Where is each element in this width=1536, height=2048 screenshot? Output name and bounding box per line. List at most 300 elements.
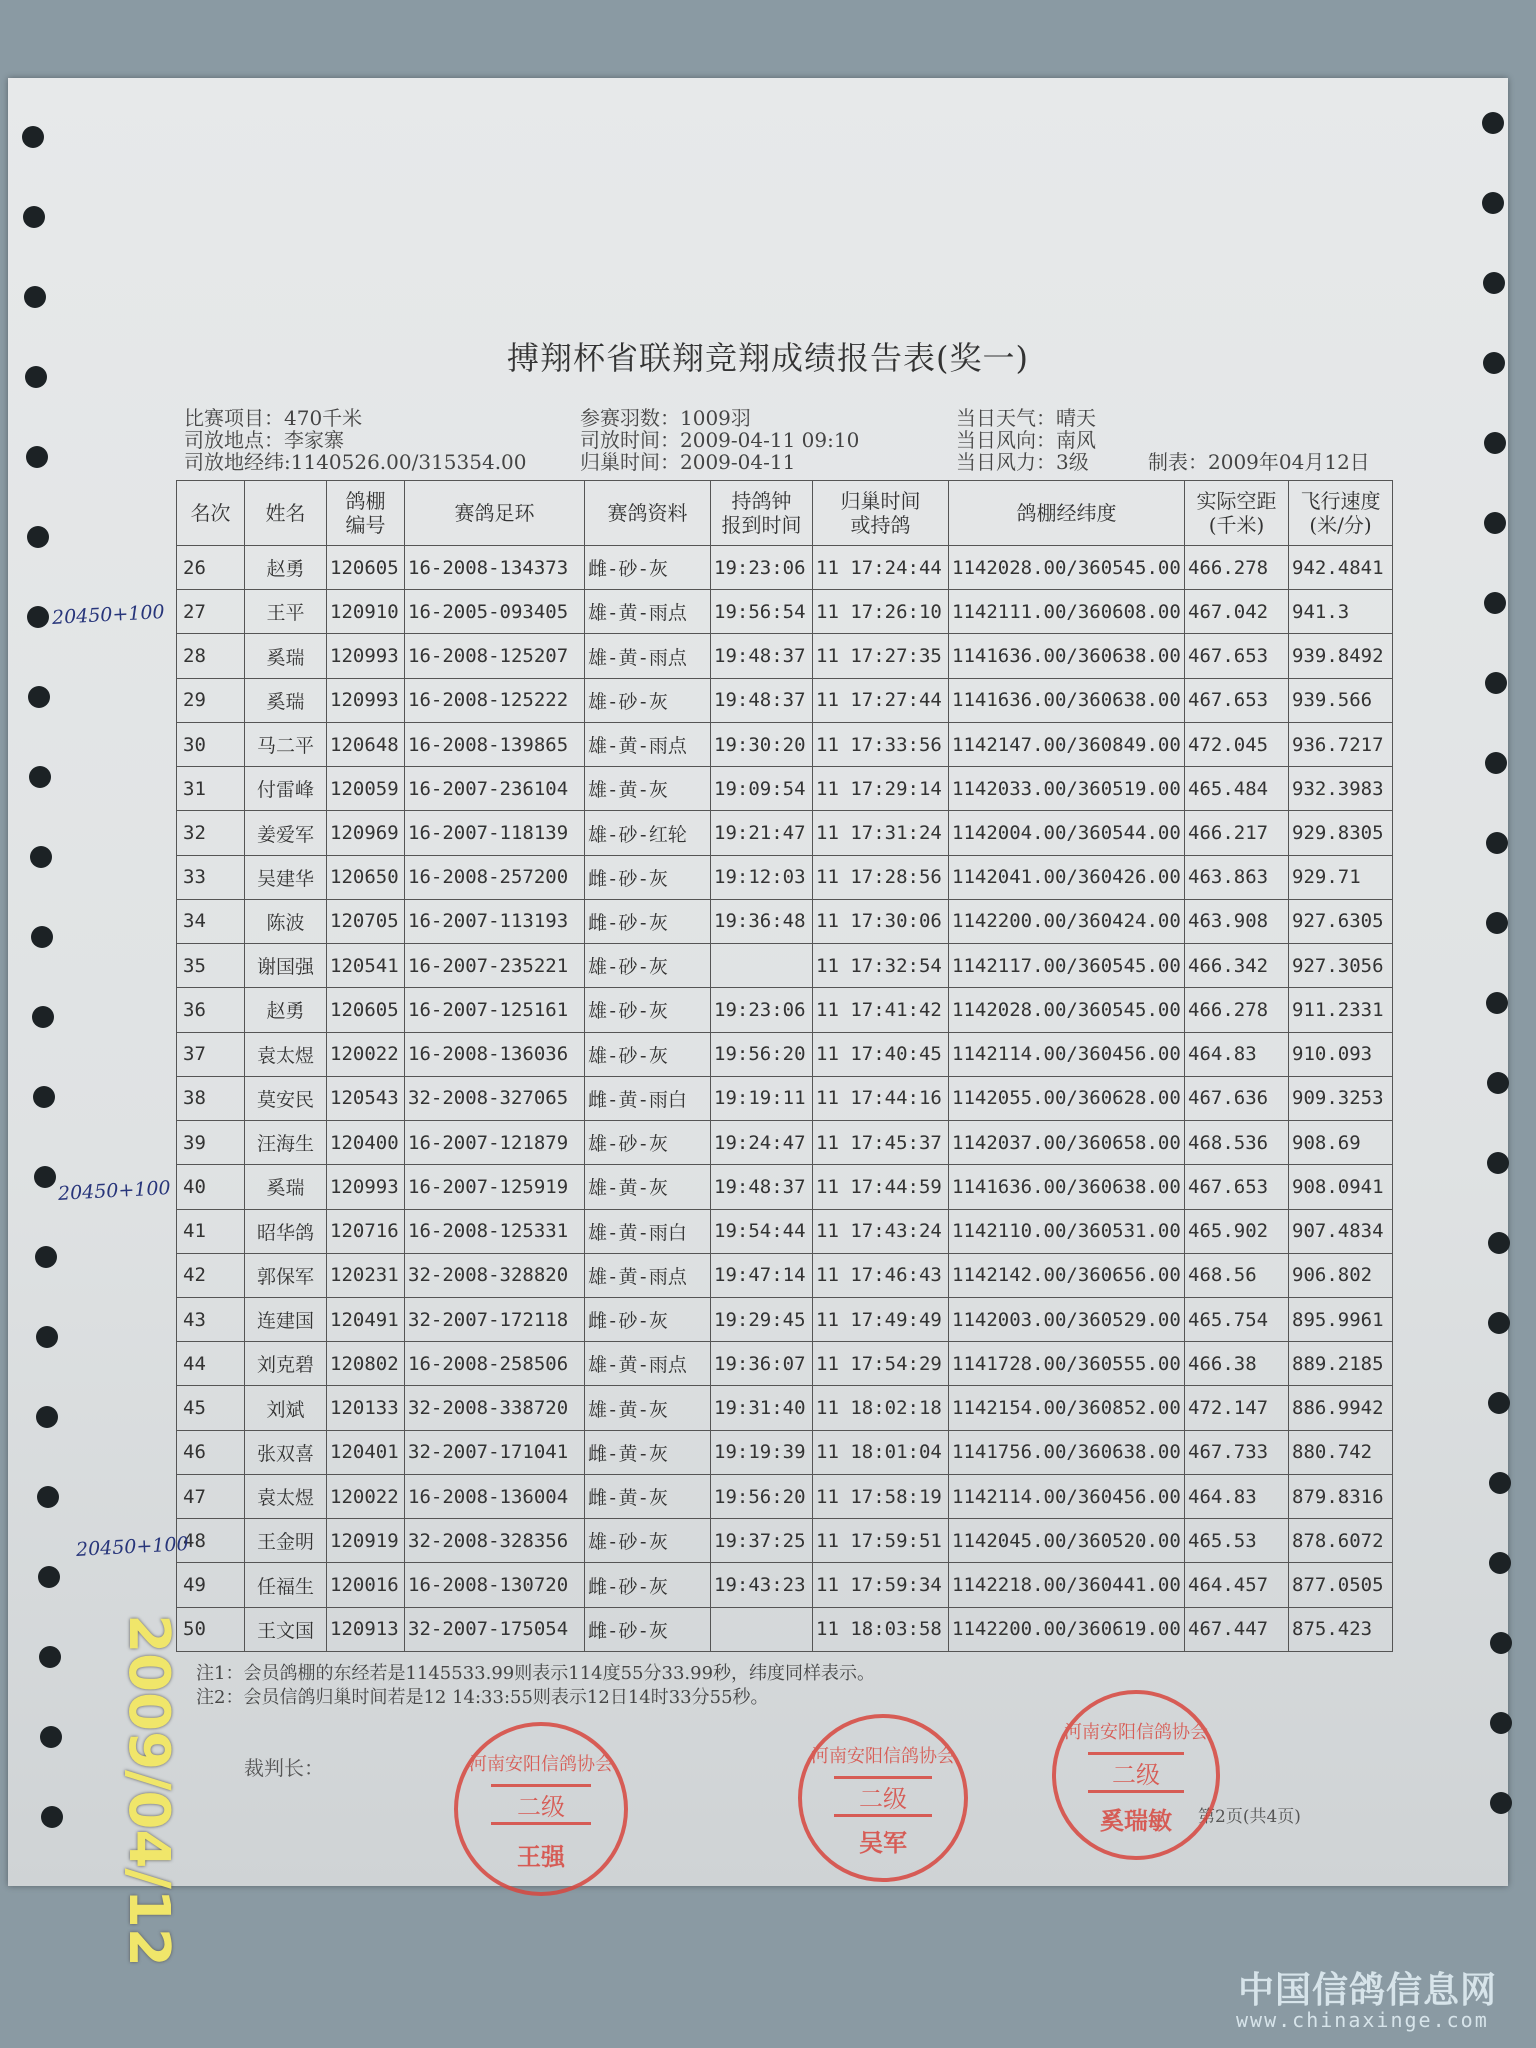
perforation-hole (1482, 112, 1504, 134)
cell-clock-time: 19:23:06 (711, 546, 813, 590)
cell-distance: 466.278 (1185, 988, 1289, 1032)
cell-name: 谢国强 (245, 944, 327, 988)
cell-name: 奚瑞 (245, 1165, 327, 1209)
perforation-hole (1486, 832, 1508, 854)
cell-clock-time: 19:54:44 (711, 1209, 813, 1253)
report-title: 搏翔杯省联翔竞翔成绩报告表(奖一) (507, 339, 1029, 377)
cell-clock-time: 19:24:47 (711, 1121, 813, 1165)
cell-loft-id: 120133 (327, 1386, 405, 1430)
table-row (177, 590, 1393, 634)
table-row (177, 1297, 1393, 1341)
cell-coords: 1142028.00/360545.00 (949, 988, 1185, 1032)
cell-ring: 32-2008-328356 (405, 1519, 585, 1563)
watermark-url: www.chinaxinge.com (1236, 2008, 1489, 2032)
cell-coords: 1142111.00/360608.00 (949, 590, 1185, 634)
perforation-hole (40, 1726, 62, 1748)
perforation-hole (1484, 512, 1506, 534)
cell-name: 莫安民 (245, 1076, 327, 1120)
cell-loft-id: 120716 (327, 1209, 405, 1253)
cell-speed: 878.6072 (1289, 1519, 1393, 1563)
cell-coords: 1142142.00/360656.00 (949, 1253, 1185, 1297)
cell-name: 刘斌 (245, 1386, 327, 1430)
table-row (177, 767, 1393, 811)
cell-coords: 1142200.00/360424.00 (949, 899, 1185, 943)
perforation-hole (1490, 1712, 1512, 1734)
note-2: 注2：会员信鸽归巢时间若是12 14:33:55则表示12日14时33分55秒。 (196, 1687, 769, 1708)
table-row (177, 1076, 1393, 1120)
cell-rank: 27 (177, 590, 245, 634)
cell-clock-time: 19:37:25 (711, 1519, 813, 1563)
cell-speed: 907.4834 (1289, 1209, 1393, 1253)
meta-wind-direction: 当日风向：南风 (956, 428, 1096, 452)
cell-ring: 32-2008-327065 (405, 1076, 585, 1120)
cell-clock-time: 19:19:11 (711, 1076, 813, 1120)
cell-rank: 30 (177, 722, 245, 766)
cell-distance: 467.447 (1185, 1607, 1289, 1651)
cell-name: 马二平 (245, 722, 327, 766)
cell-name: 昭华鸽 (245, 1209, 327, 1253)
cell-clock-time: 19:56:20 (711, 1032, 813, 1076)
red-seal-1 (454, 1722, 628, 1896)
cell-pigeon-info: 雄-黄-灰 (585, 1386, 711, 1430)
cell-name: 袁太煜 (245, 1032, 327, 1076)
perforation-hole (41, 1806, 63, 1828)
cell-distance: 466.342 (1185, 944, 1289, 988)
cell-return-time: 11 17:58:19 (813, 1474, 949, 1518)
cell-ring: 32-2007-172118 (405, 1297, 585, 1341)
cell-loft-id: 120993 (327, 678, 405, 722)
cell-distance: 466.278 (1185, 546, 1289, 590)
cell-name: 袁太煜 (245, 1474, 327, 1518)
cell-loft-id: 120059 (327, 767, 405, 811)
cell-rank: 47 (177, 1474, 245, 1518)
cell-ring: 16-2008-134373 (405, 546, 585, 590)
cell-loft-id: 120605 (327, 546, 405, 590)
cell-return-time: 11 17:59:34 (813, 1563, 949, 1607)
cell-return-time: 11 17:45:37 (813, 1121, 949, 1165)
perforation-hole (26, 446, 48, 468)
cell-clock-time: 19:31:40 (711, 1386, 813, 1430)
cell-speed: 886.9942 (1289, 1386, 1393, 1430)
cell-speed: 929.8305 (1289, 811, 1393, 855)
cell-loft-id: 120541 (327, 944, 405, 988)
cell-pigeon-info: 雄-黄-雨点 (585, 634, 711, 678)
note-1: 注1：会员鸽棚的东经若是1145533.99则表示114度55分33.99秒，纬度同样表示。 (196, 1663, 876, 1684)
cell-speed: 895.9961 (1289, 1297, 1393, 1341)
seal-1-name: 王强 (517, 1842, 565, 1871)
seal-3-level: 二级 (1088, 1752, 1184, 1793)
cell-loft-id: 120605 (327, 988, 405, 1032)
cell-distance: 468.56 (1185, 1253, 1289, 1297)
cell-return-time: 11 17:40:45 (813, 1032, 949, 1076)
table-row (177, 988, 1393, 1032)
perforation-hole (39, 1646, 61, 1668)
cell-speed: 941.3 (1289, 590, 1393, 634)
judge-label: 裁判长： (244, 1756, 324, 1780)
perforation-hole (30, 846, 52, 868)
cell-return-time: 11 17:27:35 (813, 634, 949, 678)
cell-name: 汪海生 (245, 1121, 327, 1165)
cell-pigeon-info: 雄-砂-灰 (585, 1519, 711, 1563)
cell-coords: 1141636.00/360638.00 (949, 1165, 1185, 1209)
cell-loft-id: 120913 (327, 1607, 405, 1651)
table-row (177, 1165, 1393, 1209)
cell-speed: 942.4841 (1289, 546, 1393, 590)
cell-speed: 929.71 (1289, 855, 1393, 899)
cell-pigeon-info: 雌-砂-灰 (585, 899, 711, 943)
cell-coords: 1142200.00/360619.00 (949, 1607, 1185, 1651)
cell-return-time: 11 17:30:06 (813, 899, 949, 943)
cell-clock-time: 19:36:07 (711, 1342, 813, 1386)
cell-distance: 463.908 (1185, 899, 1289, 943)
cell-rank: 26 (177, 546, 245, 590)
perforation-hole (1490, 1792, 1512, 1814)
cell-return-time: 11 17:32:54 (813, 944, 949, 988)
cell-ring: 16-2008-125331 (405, 1209, 585, 1253)
col-header-name: 姓名 (245, 481, 327, 546)
cell-ring: 16-2007-236104 (405, 767, 585, 811)
meta-wind-force: 当日风力：3级 (956, 450, 1089, 474)
meta-event: 比赛项目：470千米 (184, 406, 363, 430)
cell-name: 任福生 (245, 1563, 327, 1607)
cell-name: 张双喜 (245, 1430, 327, 1474)
cell-coords: 1142147.00/360849.00 (949, 722, 1185, 766)
cell-ring: 16-2007-125161 (405, 988, 585, 1032)
cell-name: 奚瑞 (245, 678, 327, 722)
cell-ring: 16-2007-113193 (405, 899, 585, 943)
cell-distance: 464.457 (1185, 1563, 1289, 1607)
cell-coords: 1142114.00/360456.00 (949, 1032, 1185, 1076)
cell-clock-time: 19:56:20 (711, 1474, 813, 1518)
cell-name: 赵勇 (245, 988, 327, 1032)
cell-coords: 1142028.00/360545.00 (949, 546, 1185, 590)
cell-return-time: 11 17:49:49 (813, 1297, 949, 1341)
cell-ring: 16-2007-118139 (405, 811, 585, 855)
meta-release-coords: 司放地经纬:1140526.00/315354.00 (184, 450, 527, 474)
col-header-loft-id: 鸽棚 编号 (327, 481, 405, 546)
cell-return-time: 11 17:44:59 (813, 1165, 949, 1209)
meta-made-date: 制表：2009年04月12日 (1148, 450, 1370, 474)
cell-speed: 875.423 (1289, 1607, 1393, 1651)
handwritten-note-2: 20450+100 (57, 1177, 172, 1205)
cell-rank: 49 (177, 1563, 245, 1607)
perforation-hole (1485, 672, 1507, 694)
cell-distance: 464.83 (1185, 1474, 1289, 1518)
red-seal-2 (798, 1714, 968, 1882)
col-header-speed: 飞行速度 (米/分) (1289, 481, 1393, 546)
cell-speed: 906.802 (1289, 1253, 1393, 1297)
cell-distance: 472.147 (1185, 1386, 1289, 1430)
cell-rank: 41 (177, 1209, 245, 1253)
cell-distance: 464.83 (1185, 1032, 1289, 1076)
cell-distance: 467.636 (1185, 1076, 1289, 1120)
cell-name: 刘克碧 (245, 1342, 327, 1386)
cell-clock-time: 19:56:54 (711, 590, 813, 634)
cell-speed: 889.2185 (1289, 1342, 1393, 1386)
cell-rank: 45 (177, 1386, 245, 1430)
col-header-coords: 鸽棚经纬度 (949, 481, 1185, 546)
table-row (177, 1121, 1393, 1165)
perforation-hole (1490, 1632, 1512, 1654)
cell-return-time: 11 17:44:16 (813, 1076, 949, 1120)
cell-name: 连建国 (245, 1297, 327, 1341)
cell-pigeon-info: 雄-砂-灰 (585, 944, 711, 988)
cell-clock-time: 19:09:54 (711, 767, 813, 811)
notes (196, 1662, 875, 1710)
cell-pigeon-info: 雄-砂-灰 (585, 1121, 711, 1165)
cell-return-time: 11 17:28:56 (813, 855, 949, 899)
cell-speed: 910.093 (1289, 1032, 1393, 1076)
cell-coords: 1142110.00/360531.00 (949, 1209, 1185, 1253)
cell-ring: 16-2008-258506 (405, 1342, 585, 1386)
seal-3-org: 河南安阳信鸽协会 (1064, 1722, 1208, 1743)
cell-loft-id: 120016 (327, 1563, 405, 1607)
table-row (177, 678, 1393, 722)
cell-distance: 463.863 (1185, 855, 1289, 899)
cell-loft-id: 120648 (327, 722, 405, 766)
table-row (177, 811, 1393, 855)
cell-distance: 468.536 (1185, 1121, 1289, 1165)
cell-return-time: 11 18:01:04 (813, 1430, 949, 1474)
cell-loft-id: 120650 (327, 855, 405, 899)
cell-clock-time: 19:21:47 (711, 811, 813, 855)
cell-clock-time: 19:36:48 (711, 899, 813, 943)
cell-distance: 466.217 (1185, 811, 1289, 855)
cell-loft-id: 120910 (327, 590, 405, 634)
table-row (177, 899, 1393, 943)
cell-clock-time: 19:19:39 (711, 1430, 813, 1474)
meta-entries: 参赛羽数：1009羽 (580, 406, 751, 430)
perforation-hole (1484, 432, 1506, 454)
watermark-site-name: 中国信鸽信息网 (1238, 1970, 1498, 2011)
cell-speed: 939.8492 (1289, 634, 1393, 678)
cell-name: 王文国 (245, 1607, 327, 1651)
cell-pigeon-info: 雄-黄-灰 (585, 1165, 711, 1209)
perforation-hole (34, 1166, 56, 1188)
cell-loft-id: 120491 (327, 1297, 405, 1341)
table-row (177, 1607, 1393, 1651)
cell-pigeon-info: 雌-黄-灰 (585, 1474, 711, 1518)
cell-rank: 42 (177, 1253, 245, 1297)
col-header-rank: 名次 (177, 481, 245, 546)
cell-return-time: 11 17:59:51 (813, 1519, 949, 1563)
cell-pigeon-info: 雄-砂-灰 (585, 678, 711, 722)
cell-pigeon-info: 雄-砂-灰 (585, 988, 711, 1032)
cell-ring: 16-2007-235221 (405, 944, 585, 988)
seal-2-level: 二级 (834, 1776, 931, 1817)
col-header-pigeon-info: 赛鸽资料 (585, 481, 711, 546)
cell-loft-id: 120969 (327, 811, 405, 855)
cell-speed: 911.2331 (1289, 988, 1393, 1032)
cell-pigeon-info: 雌-砂-灰 (585, 546, 711, 590)
cell-pigeon-info: 雌-砂-灰 (585, 855, 711, 899)
table-row (177, 722, 1393, 766)
perforation-hole (1483, 272, 1505, 294)
perforation-hole (32, 1006, 54, 1028)
cell-coords: 1141636.00/360638.00 (949, 678, 1185, 722)
cell-coords: 1142218.00/360441.00 (949, 1563, 1185, 1607)
cell-pigeon-info: 雌-砂-灰 (585, 1563, 711, 1607)
cell-coords: 1142041.00/360426.00 (949, 855, 1185, 899)
perforation-hole (1488, 1312, 1510, 1334)
cell-ring: 16-2007-125919 (405, 1165, 585, 1209)
cell-speed: 908.0941 (1289, 1165, 1393, 1209)
col-header-return-time: 归巢时间 或持鸽 (813, 481, 949, 546)
perforation-hole (27, 526, 49, 548)
cell-ring: 16-2008-136004 (405, 1474, 585, 1518)
cell-coords: 1142037.00/360658.00 (949, 1121, 1185, 1165)
cell-name: 王金明 (245, 1519, 327, 1563)
camera-date-stamp (115, 1613, 181, 1967)
cell-loft-id: 120543 (327, 1076, 405, 1120)
cell-ring: 16-2008-130720 (405, 1563, 585, 1607)
cell-name: 付雷峰 (245, 767, 327, 811)
cell-rank: 29 (177, 678, 245, 722)
cell-rank: 33 (177, 855, 245, 899)
camera-date-text: 2009/04/12 (115, 1613, 181, 1967)
cell-loft-id: 120705 (327, 899, 405, 943)
cell-rank: 28 (177, 634, 245, 678)
cell-clock-time: 19:23:06 (711, 988, 813, 1032)
cell-rank: 36 (177, 988, 245, 1032)
perforation-hole (36, 1326, 58, 1348)
cell-coords: 1142045.00/360520.00 (949, 1519, 1185, 1563)
cell-rank: 39 (177, 1121, 245, 1165)
cell-pigeon-info: 雌-黄-灰 (585, 1430, 711, 1474)
cell-speed: 908.69 (1289, 1121, 1393, 1165)
cell-distance: 467.042 (1185, 590, 1289, 634)
table-row (177, 546, 1393, 590)
page-number: 第2页(共4页) (1198, 1807, 1301, 1827)
table-row (177, 1519, 1393, 1563)
table-row (177, 1430, 1393, 1474)
meta-return-time: 归巢时间：2009-04-11 (580, 450, 796, 474)
cell-pigeon-info: 雄-黄-雨点 (585, 722, 711, 766)
table-row (177, 1474, 1393, 1518)
cell-ring: 16-2005-093405 (405, 590, 585, 634)
cell-distance: 466.38 (1185, 1342, 1289, 1386)
perforation-hole (1486, 912, 1508, 934)
table-row (177, 1209, 1393, 1253)
cell-rank: 44 (177, 1342, 245, 1386)
cell-rank: 34 (177, 899, 245, 943)
perforation-hole (22, 126, 44, 148)
table-row (177, 1386, 1393, 1430)
cell-distance: 472.045 (1185, 722, 1289, 766)
cell-clock-time: 19:48:37 (711, 634, 813, 678)
cell-distance: 465.484 (1185, 767, 1289, 811)
cell-rank: 50 (177, 1607, 245, 1651)
cell-speed: 927.3056 (1289, 944, 1393, 988)
cell-return-time: 11 17:41:42 (813, 988, 949, 1032)
meta-weather: 当日天气：晴天 (956, 406, 1096, 430)
cell-ring: 16-2008-257200 (405, 855, 585, 899)
cell-pigeon-info: 雄-砂-红轮 (585, 811, 711, 855)
cell-return-time: 11 17:33:56 (813, 722, 949, 766)
cell-speed: 909.3253 (1289, 1076, 1393, 1120)
table-header-row (177, 481, 1393, 546)
table-row (177, 1342, 1393, 1386)
cell-rank: 40 (177, 1165, 245, 1209)
cell-distance: 467.733 (1185, 1430, 1289, 1474)
cell-name: 赵勇 (245, 546, 327, 590)
cell-clock-time: 19:47:14 (711, 1253, 813, 1297)
perforation-hole (31, 926, 53, 948)
cell-loft-id: 120993 (327, 634, 405, 678)
cell-return-time: 11 17:43:24 (813, 1209, 949, 1253)
cell-pigeon-info: 雄-黄-灰 (585, 767, 711, 811)
perforation-hole (1489, 1472, 1511, 1494)
perforation-hole (35, 1246, 57, 1268)
cell-rank: 35 (177, 944, 245, 988)
table-row (177, 634, 1393, 678)
cell-loft-id: 120022 (327, 1474, 405, 1518)
cell-ring: 32-2008-328820 (405, 1253, 585, 1297)
cell-clock-time: 19:29:45 (711, 1297, 813, 1341)
cell-pigeon-info: 雄-黄-雨点 (585, 590, 711, 634)
handwritten-note-3: 20450+100 (75, 1533, 190, 1561)
col-header-distance: 实际空距 (千米) (1185, 481, 1289, 546)
cell-return-time: 11 17:29:14 (813, 767, 949, 811)
cell-speed: 932.3983 (1289, 767, 1393, 811)
cell-coords: 1142033.00/360519.00 (949, 767, 1185, 811)
cell-ring: 16-2008-139865 (405, 722, 585, 766)
cell-name: 吴建华 (245, 855, 327, 899)
cell-distance: 467.653 (1185, 1165, 1289, 1209)
seal-2-org: 河南安阳信鸽协会 (811, 1746, 955, 1767)
cell-pigeon-info: 雄-黄-雨点 (585, 1253, 711, 1297)
results-table (176, 480, 1393, 1652)
cell-pigeon-info: 雌-砂-灰 (585, 1607, 711, 1651)
cell-coords: 1142055.00/360628.00 (949, 1076, 1185, 1120)
cell-rank: 37 (177, 1032, 245, 1076)
cell-return-time: 11 17:54:29 (813, 1342, 949, 1386)
cell-loft-id: 120919 (327, 1519, 405, 1563)
cell-clock-time (711, 944, 813, 988)
cell-pigeon-info: 雄-黄-雨白 (585, 1209, 711, 1253)
cell-coords: 1142154.00/360852.00 (949, 1386, 1185, 1430)
cell-clock-time: 19:12:03 (711, 855, 813, 899)
seal-1-level: 二级 (491, 1784, 591, 1825)
cell-speed: 936.7217 (1289, 722, 1393, 766)
cell-coords: 1141728.00/360555.00 (949, 1342, 1185, 1386)
cell-rank: 43 (177, 1297, 245, 1341)
cell-clock-time: 19:30:20 (711, 722, 813, 766)
col-header-ring: 赛鸽足环 (405, 481, 585, 546)
cell-distance: 465.754 (1185, 1297, 1289, 1341)
col-header-clock-time: 持鸽钟 报到时间 (711, 481, 813, 546)
seal-3-name: 奚瑞敏 (1100, 1806, 1172, 1835)
cell-loft-id: 120400 (327, 1121, 405, 1165)
cell-coords: 1141636.00/360638.00 (949, 634, 1185, 678)
cell-pigeon-info: 雌-砂-灰 (585, 1297, 711, 1341)
cell-return-time: 11 17:24:44 (813, 546, 949, 590)
cell-return-time: 11 17:46:43 (813, 1253, 949, 1297)
cell-coords: 1142003.00/360529.00 (949, 1297, 1185, 1341)
cell-return-time: 11 17:31:24 (813, 811, 949, 855)
cell-ring: 16-2007-121879 (405, 1121, 585, 1165)
cell-ring: 32-2007-171041 (405, 1430, 585, 1474)
cell-pigeon-info: 雄-黄-雨点 (585, 1342, 711, 1386)
cell-pigeon-info: 雄-砂-灰 (585, 1032, 711, 1076)
cell-rank: 31 (177, 767, 245, 811)
cell-speed: 927.6305 (1289, 899, 1393, 943)
cell-coords: 1141756.00/360638.00 (949, 1430, 1185, 1474)
table-row (177, 1563, 1393, 1607)
cell-return-time: 11 18:02:18 (813, 1386, 949, 1430)
cell-loft-id: 120231 (327, 1253, 405, 1297)
meta-release-time: 司放时间：2009-04-11 09:10 (580, 428, 860, 452)
